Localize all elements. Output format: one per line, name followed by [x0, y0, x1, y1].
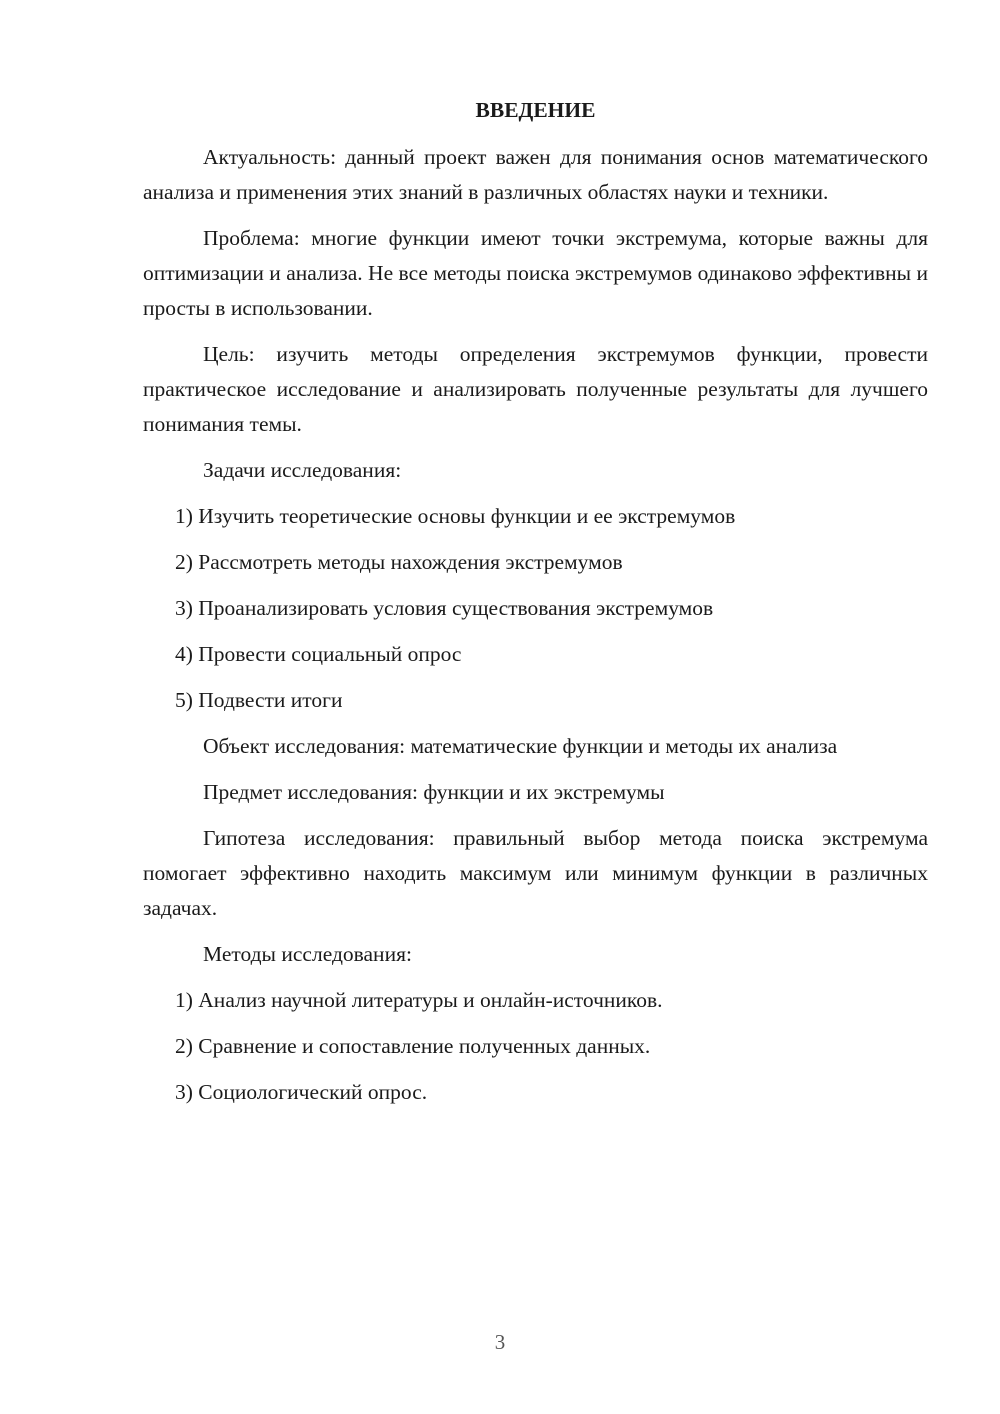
relevance-paragraph: Актуальность: данный проект важен для понимания основ математического анализа и применения этих знаний в различных областях науки и техники.	[143, 145, 928, 204]
document-page	[143, 90, 928, 1121]
method-item-2: 2) Сравнение и сопоставление полученных данных.	[175, 1034, 651, 1058]
task-item-3: 3) Проанализировать условия существования экстремумов	[175, 596, 714, 620]
object-paragraph: Объект исследования: математические функции и методы их анализа	[203, 734, 838, 758]
method-item-1: 1) Анализ научной литературы и онлайн-источников.	[175, 988, 663, 1012]
subject-paragraph: Предмет исследования: функции и их экстремумы	[203, 780, 665, 804]
section-title: ВВЕДЕНИЕ	[475, 98, 596, 122]
page-number: 3	[494, 1330, 506, 1354]
task-item-5: 5) Подвести итоги	[175, 688, 343, 712]
method-item-3: 3) Социологический опрос.	[175, 1080, 428, 1104]
task-item-2: 2) Рассмотреть методы нахождения экстремумов	[175, 550, 623, 574]
tasks-heading: Задачи исследования:	[203, 458, 402, 482]
task-item-1: 1) Изучить теоретические основы функции и ее экстремумов	[175, 504, 736, 528]
goal-paragraph: Цель: изучить методы определения экстремумов функции, провести практическое исследование и анализировать полученные результаты для лучшего понимания темы.	[143, 342, 928, 436]
problem-paragraph: Проблема: многие функции имеют точки экстремума, которые важны для оптимизации и анализа. Не все методы поиска экстремумов одинаково эффективны и просты в использовании.	[143, 226, 928, 320]
hypothesis-paragraph: Гипотеза исследования: правильный выбор метода поиска экстремума помогает эффективно находить максимум или минимум функции в различных задачах.	[143, 826, 928, 920]
methods-heading: Методы исследования:	[203, 942, 412, 966]
task-item-4: 4) Провести социальный опрос	[175, 642, 462, 666]
